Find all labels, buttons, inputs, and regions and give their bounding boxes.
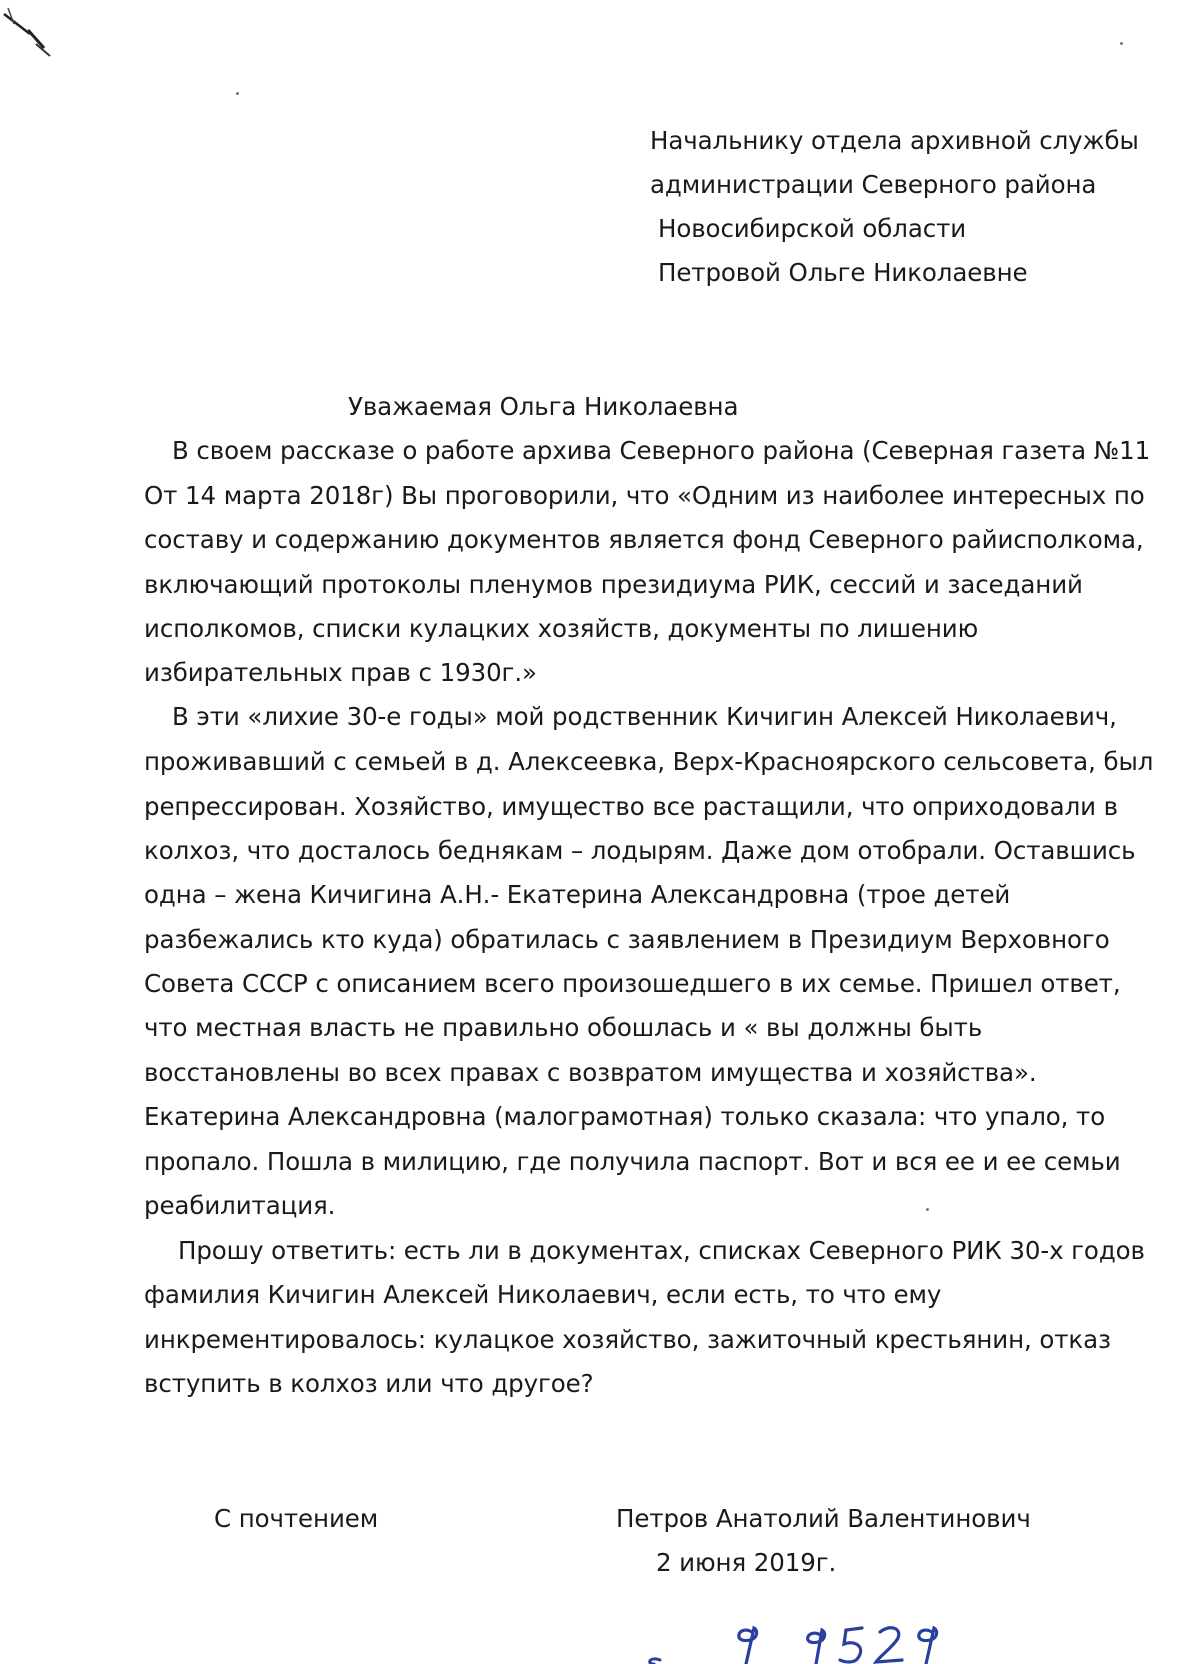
body-line: инкрементировалось: кулацкое хозяйство, зажиточный крестьянин, отказ bbox=[144, 1325, 1111, 1354]
body-line: Екатерина Александровна (малограмотная) только сказала: что упало, то bbox=[144, 1102, 1106, 1131]
body-line: реабилитация. bbox=[144, 1191, 336, 1220]
body-line: От 14 марта 2018г) Вы проговорили, что «Одним из наиболее интересных по bbox=[144, 481, 1145, 510]
body-line: В своем рассказе о работе архива Северного района (Северная газета №11 bbox=[172, 436, 1151, 465]
addressee-line-4: Петровой Ольге Николаевне bbox=[658, 258, 1028, 287]
addressee-line-2: администрации Северного района bbox=[650, 170, 1097, 199]
body-line: В эти «лихие 30-е годы» мой родственник Кичигин Алексей Николаевич, bbox=[172, 702, 1117, 731]
body-line: включающий протоколы пленумов президиума РИК, сессий и заседаний bbox=[144, 570, 1083, 599]
body-line: Прошу ответить: есть ли в документах, списках Северного РИК 30-х годов bbox=[178, 1236, 1145, 1265]
addressee-line-1: Начальнику отдела архивной службы bbox=[650, 126, 1139, 155]
body-line: фамилия Кичигин Алексей Николаевич, если есть, то что ему bbox=[144, 1280, 942, 1309]
body-line: репрессирован. Хозяйство, имущество все растащили, что оприходовали в bbox=[144, 792, 1118, 821]
body-line: одна – жена Кичигина А.Н.- Екатерина Александровна (трое детей bbox=[144, 880, 1011, 909]
scan-speck bbox=[1120, 42, 1123, 45]
scan-speck bbox=[236, 92, 239, 95]
body-line: что местная власть не правильно обошлась и « вы должны быть bbox=[144, 1013, 983, 1042]
handwritten-registration-number bbox=[640, 1618, 970, 1664]
body-line: разбежались кто куда) обратилась с заявлением в Президиум Верховного bbox=[144, 925, 1110, 954]
body-line: колхоз, что досталось беднякам – лодырям. Даже дом отобрали. Оставшись bbox=[144, 836, 1136, 865]
body-line: вступить в колхоз или что другое? bbox=[144, 1369, 594, 1398]
signer-name: Петров Анатолий Валентинович bbox=[616, 1504, 1031, 1533]
scan-corner-mark bbox=[0, 0, 70, 70]
addressee-line-3: Новосибирской области bbox=[658, 214, 967, 243]
closing-regards: С почтением bbox=[214, 1504, 379, 1533]
body-line: проживавший с семьей в д. Алексеевка, Верх-Красноярского сельсовета, был bbox=[144, 747, 1154, 776]
body-line: пропало. Пошла в милицию, где получила паспорт. Вот и вся ее и ее семьи bbox=[144, 1147, 1121, 1176]
scan-speck bbox=[926, 1208, 929, 1211]
letter-date: 2 июня 2019г. bbox=[656, 1548, 837, 1577]
body-line: составу и содержанию документов является фонд Северного райисполкома, bbox=[144, 525, 1144, 554]
body-line: восстановлены во всех правах с возвратом имущества и хозяйства». bbox=[144, 1058, 1037, 1087]
salutation: Уважаемая Ольга Николаевна bbox=[348, 392, 739, 421]
body-line: избирательных прав с 1930г.» bbox=[144, 658, 537, 687]
body-line: Совета СССР с описанием всего произошедшего в их семье. Пришел ответ, bbox=[144, 969, 1121, 998]
body-line: исполкомов, списки кулацких хозяйств, документы по лишению bbox=[144, 614, 979, 643]
